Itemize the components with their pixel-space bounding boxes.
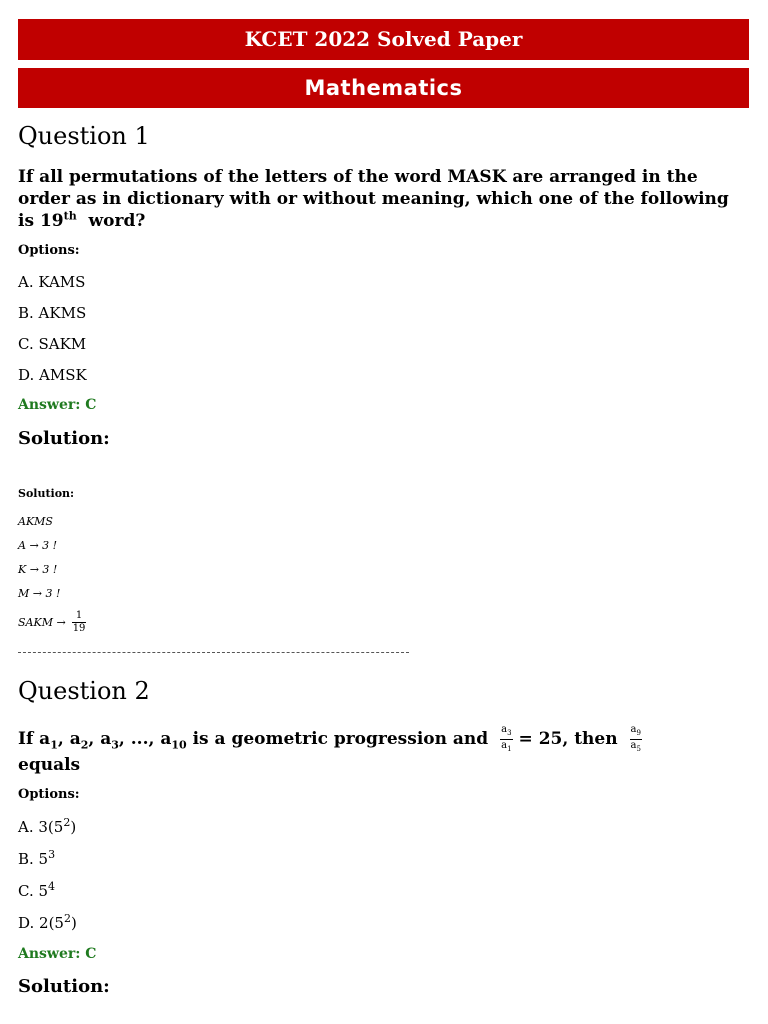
option-sup: 2 bbox=[63, 816, 71, 829]
option-sup: 3 bbox=[48, 848, 56, 861]
question-1-solution-label: Solution: bbox=[18, 487, 75, 500]
solution-step-5-label: SAKM → bbox=[18, 616, 66, 629]
ratio-2-denominator bbox=[630, 740, 642, 755]
question-1-title: Question 1 bbox=[18, 122, 150, 150]
option-sup: 2 bbox=[63, 912, 71, 925]
ratio-fraction-2 bbox=[630, 724, 642, 755]
q2-frac-sub: 5 bbox=[636, 745, 641, 753]
q2-frac-text: a bbox=[501, 740, 508, 751]
ratio-1-denominator bbox=[500, 740, 512, 755]
q2-frac-text: a bbox=[501, 724, 508, 735]
q2-subscript: 3 bbox=[111, 738, 119, 752]
question-2-text-end: equals bbox=[18, 755, 81, 775]
section-divider bbox=[18, 652, 409, 653]
q2-frac-sub: 9 bbox=[636, 729, 641, 737]
option-sup: 4 bbox=[48, 880, 56, 893]
question-2-answer: Answer: C bbox=[18, 946, 97, 962]
question-1-answer: Answer: C bbox=[18, 397, 97, 413]
solution-step-4: M → 3 ! bbox=[18, 587, 61, 600]
q2-text-part: , ..., a bbox=[118, 729, 172, 749]
q2-text-part: , a bbox=[57, 729, 81, 749]
option-text: ) bbox=[70, 914, 77, 932]
solution-step-1: AKMS bbox=[18, 515, 53, 528]
question-1-option-b: B. AKMS bbox=[18, 304, 87, 322]
question-1-text bbox=[18, 166, 748, 232]
question-1-solution-heading: Solution: bbox=[18, 428, 110, 449]
option-text: B. 5 bbox=[18, 850, 49, 868]
question-1-option-a: A. KAMS bbox=[18, 273, 86, 291]
question-1-text-end: word? bbox=[88, 211, 146, 231]
q2-subscript: 2 bbox=[80, 738, 89, 752]
q2-text-part: If a bbox=[18, 729, 51, 749]
question-1-superscript: th bbox=[63, 209, 77, 223]
fraction-numerator: 1 bbox=[72, 610, 87, 623]
q2-frac-sub: 3 bbox=[507, 729, 512, 737]
q2-frac-text: a bbox=[630, 724, 637, 735]
question-2-option-b bbox=[18, 850, 55, 868]
option-text: C. 5 bbox=[18, 882, 49, 900]
q2-text-part: = 25, then bbox=[518, 729, 618, 749]
question-1-text-main: If all permutations of the letters of the word MASK are arranged in the order as in dictionary with or without meaning, which one of the following is 19 bbox=[18, 167, 729, 231]
option-text: D. 2(5 bbox=[18, 914, 64, 932]
q2-text-part: is a geometric progression and bbox=[186, 729, 489, 749]
fraction-denominator: 19 bbox=[72, 623, 86, 634]
question-1-option-d: D. AMSK bbox=[18, 366, 87, 384]
ratio-fraction-1 bbox=[500, 724, 512, 755]
solution-fraction bbox=[72, 610, 87, 635]
q2-frac-text: a bbox=[630, 740, 637, 751]
solution-step-2: A → 3 ! bbox=[18, 539, 58, 552]
subject-banner: Mathematics bbox=[18, 68, 749, 108]
question-2-option-d bbox=[18, 914, 77, 932]
q2-text-part: , a bbox=[88, 729, 112, 749]
ratio-1-numerator bbox=[500, 724, 512, 740]
question-2-text bbox=[18, 724, 748, 755]
ratio-2-numerator bbox=[630, 724, 642, 740]
solution-step-5 bbox=[18, 610, 92, 635]
paper-title-banner: KCET 2022 Solved Paper bbox=[18, 19, 749, 60]
option-text: ) bbox=[70, 818, 77, 836]
question-1-options-label: Options: bbox=[18, 243, 80, 258]
question-2-options-label: Options: bbox=[18, 787, 80, 802]
solution-step-3: K → 3 ! bbox=[18, 563, 58, 576]
q2-frac-sub: 1 bbox=[507, 745, 512, 753]
question-1-option-c: C. SAKM bbox=[18, 335, 87, 353]
q2-subscript: 1 bbox=[50, 738, 58, 752]
option-text: A. 3(5 bbox=[18, 818, 64, 836]
question-2-option-c bbox=[18, 882, 55, 900]
q2-subscript: 10 bbox=[171, 738, 187, 752]
question-2-title: Question 2 bbox=[18, 677, 150, 705]
question-2-solution-heading: Solution: bbox=[18, 976, 110, 997]
question-2-option-a bbox=[18, 818, 76, 836]
